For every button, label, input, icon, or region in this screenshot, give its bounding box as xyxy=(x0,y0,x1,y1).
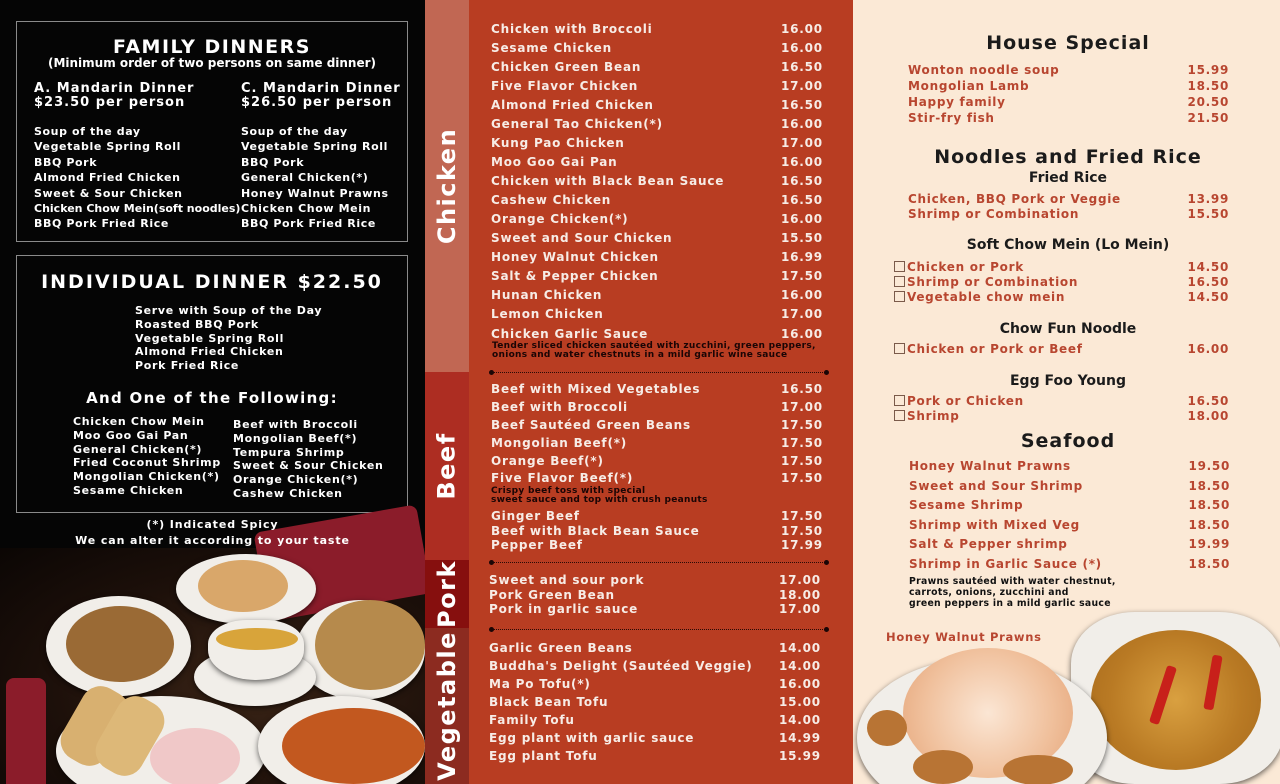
choice-item: Moo Goo Gai Pan xyxy=(73,428,189,442)
family-dinners-subtitle: (Minimum order of two persons on same dinner) xyxy=(47,56,377,70)
vegetable-list xyxy=(489,641,819,767)
desc-line: Prawns sautéed with water chestnut, xyxy=(909,576,1116,587)
house-special-list xyxy=(908,63,1229,127)
choice-list-1 xyxy=(73,415,221,498)
item-name: Five Flavor Beef(*) xyxy=(491,471,634,485)
choice-item: Cashew Chicken xyxy=(233,486,343,500)
menu-item xyxy=(491,155,821,174)
item-name: Honey Walnut Chicken xyxy=(491,250,659,264)
chicken-garlic-desc xyxy=(492,342,816,360)
item-name: Egg plant Tofu xyxy=(489,749,598,763)
checkbox-icon[interactable] xyxy=(894,410,905,421)
serve-item: Roasted BBQ Pork xyxy=(135,317,259,331)
item-name: Orange Chicken(*) xyxy=(491,212,629,226)
item-name: Chicken or Pork xyxy=(907,260,1024,274)
dinner-c-item: Vegetable Spring Roll xyxy=(241,140,389,154)
item-price: 17.50 xyxy=(781,269,823,283)
item-price: 17.50 xyxy=(781,523,823,538)
food-image xyxy=(315,600,425,690)
item-name: Hunan Chicken xyxy=(491,288,603,302)
noodles-title: Noodles and Fried Rice xyxy=(934,146,1202,168)
item-price: 17.50 xyxy=(781,454,823,468)
choice-item: Orange Chicken(*) xyxy=(233,473,359,487)
menu-item xyxy=(491,41,821,60)
menu-item xyxy=(489,588,819,603)
item-price: 17.00 xyxy=(781,400,823,414)
choice-item: General Chicken(*) xyxy=(73,442,203,456)
menu-item xyxy=(489,677,819,695)
desc-line: green peppers in a mild garlic sauce xyxy=(909,598,1111,609)
item-name: Happy family xyxy=(908,95,1006,109)
item-name: Shrimp or Combination xyxy=(908,207,1080,221)
menu-item xyxy=(909,498,1230,518)
item-name: Pork or Chicken xyxy=(907,394,1024,408)
dinner-a-item: Almond Fried Chicken xyxy=(34,171,181,185)
choice-item: Fried Coconut Shrimp xyxy=(73,456,221,470)
menu-item xyxy=(908,192,1229,207)
dinner-a-items xyxy=(34,124,240,232)
item-name: Orange Beef(*) xyxy=(491,454,604,468)
menu-item xyxy=(489,659,819,677)
item-price: 18.00 xyxy=(1187,409,1229,423)
menu-item xyxy=(491,288,821,307)
item-name: Wonton noodle soup xyxy=(908,63,1060,77)
menu-item xyxy=(491,471,821,485)
item-name: Vegetable chow mein xyxy=(907,290,1066,304)
item-name: Salt & Pepper Chicken xyxy=(491,269,659,283)
photo-caption: Honey Walnut Prawns xyxy=(886,630,1042,644)
family-dinners-box xyxy=(16,21,408,242)
item-name: Salt & Pepper shrimp xyxy=(909,537,1068,551)
item-price: 18.50 xyxy=(1188,478,1230,493)
noodles-image xyxy=(1091,630,1261,770)
item-price: 14.00 xyxy=(779,641,821,655)
desc-line: Tender sliced chicken sautéed with zucchini, green peppers, xyxy=(492,341,816,351)
menu-item xyxy=(491,327,821,341)
item-price: 16.00 xyxy=(781,155,823,169)
desc-line: carrots, onions, zucchini and xyxy=(909,587,1069,598)
serve-item: Pork Fried Rice xyxy=(135,359,240,373)
item-name: Moo Goo Gai Pan xyxy=(491,155,618,169)
menu-item xyxy=(491,136,821,155)
item-price: 16.00 xyxy=(781,22,823,36)
item-name: Sweet and Sour Chicken xyxy=(491,231,673,245)
choice-item: Beef with Broccoli xyxy=(233,418,358,431)
left-panel xyxy=(0,0,425,784)
item-price: 18.50 xyxy=(1188,498,1230,512)
chow-fun-title: Chow Fun Noodle xyxy=(999,321,1137,337)
seafood-title: Seafood xyxy=(1020,430,1116,452)
item-price: 17.00 xyxy=(781,307,823,321)
menu-item xyxy=(894,342,1229,357)
dinner-a-price: $23.50 per person xyxy=(34,95,186,110)
menu-item xyxy=(491,117,821,136)
item-name: Beef with Mixed Vegetables xyxy=(491,382,701,396)
item-price: 18.50 xyxy=(1188,517,1230,532)
item-price: 16.00 xyxy=(779,677,821,691)
item-name: Chicken with Broccoli xyxy=(491,22,653,36)
menu-item xyxy=(491,79,821,98)
desc-line: onions and water chestnuts in a mild garlic wine sauce xyxy=(492,350,788,360)
beef-list-cont xyxy=(491,509,821,553)
item-price: 18.00 xyxy=(779,587,821,602)
individual-dinner-box xyxy=(16,255,408,513)
item-price: 16.50 xyxy=(781,60,823,74)
tab-chicken xyxy=(425,0,469,372)
item-price: 15.99 xyxy=(779,749,821,763)
tab-vegetable-label: Vegetable xyxy=(433,631,462,781)
food-photo-seafood xyxy=(853,600,1280,784)
item-name: Beef Sautéed Green Beans xyxy=(491,418,691,432)
sweet-sour-image xyxy=(282,708,425,784)
choice-item: Tempura Shrimp xyxy=(233,445,345,459)
menu-item xyxy=(909,537,1230,557)
menu-item xyxy=(489,731,819,749)
right-panel xyxy=(850,0,1280,784)
item-price: 16.50 xyxy=(781,174,823,188)
menu-item xyxy=(909,459,1230,479)
item-price: 16.00 xyxy=(781,117,823,131)
dinner-c-item: General Chicken(*) xyxy=(241,171,369,185)
menu-item xyxy=(908,207,1229,222)
checkbox-icon[interactable] xyxy=(894,395,905,406)
menu-item xyxy=(489,695,819,713)
item-price: 15.99 xyxy=(1187,63,1229,77)
item-name: Shrimp with Mixed Veg xyxy=(909,517,1080,532)
dinner-a-item: Vegetable Spring Roll xyxy=(34,140,182,154)
tab-vegetable xyxy=(425,628,469,784)
spicy-note: (*) Indicated Spicy xyxy=(146,518,279,531)
menu-item xyxy=(491,400,821,418)
item-price: 17.50 xyxy=(781,418,823,432)
napkin-image xyxy=(6,678,46,784)
menu-item xyxy=(491,174,821,193)
walnut-image xyxy=(1003,755,1073,784)
egg-foo-young-list xyxy=(894,394,1229,424)
menu-item xyxy=(894,275,1229,290)
menu-item xyxy=(909,557,1230,577)
item-price: 16.99 xyxy=(781,250,823,264)
choice-item: Sweet & Sour Chicken xyxy=(233,459,384,473)
item-price: 16.00 xyxy=(781,41,823,55)
seafood-list xyxy=(909,459,1230,576)
item-price: 16.50 xyxy=(1187,394,1229,408)
item-name: Sweet and sour pork xyxy=(489,573,645,587)
menu-item xyxy=(908,95,1229,111)
dinner-c-item: Soup of the day xyxy=(241,125,348,138)
item-price: 19.99 xyxy=(1188,537,1230,551)
tab-beef-label: Beef xyxy=(433,432,462,500)
dinner-c-item: Honey Walnut Prawns xyxy=(241,186,389,200)
item-name: Family Tofu xyxy=(489,713,575,727)
item-name: Black Bean Tofu xyxy=(489,695,609,709)
item-price: 15.50 xyxy=(1187,207,1229,221)
item-price: 15.50 xyxy=(781,231,823,245)
dinner-c-items xyxy=(241,124,401,232)
item-name: Stir-fry fish xyxy=(908,111,995,125)
checkbox-icon[interactable] xyxy=(894,261,905,272)
menu-item xyxy=(491,212,821,231)
item-name: Chicken or Pork or Beef xyxy=(907,342,1083,356)
choose-heading: And One of the Following: xyxy=(86,389,338,407)
menu-item xyxy=(489,641,819,659)
choice-item: Mongolian Chicken(*) xyxy=(73,470,220,484)
item-price: 16.00 xyxy=(781,212,823,226)
item-price: 17.99 xyxy=(781,538,823,552)
menu-item xyxy=(491,307,821,327)
item-name: Chicken with Black Bean Sauce xyxy=(491,174,725,188)
item-price: 16.50 xyxy=(781,193,823,207)
tab-pork-label: Pork xyxy=(433,560,461,628)
checkbox-icon[interactable] xyxy=(894,343,905,354)
dinner-c xyxy=(241,82,401,232)
item-name: Chicken Green Bean xyxy=(491,60,642,74)
egg-foo-young-title: Egg Foo Young xyxy=(1009,373,1126,389)
item-name: General Tao Chicken(*) xyxy=(491,117,663,131)
checkbox-icon[interactable] xyxy=(894,291,905,302)
menu-item xyxy=(491,524,821,539)
item-price: 17.50 xyxy=(781,436,823,450)
item-name: Garlic Green Beans xyxy=(489,641,633,655)
item-name: Mongolian Lamb xyxy=(908,79,1030,93)
chicken-list xyxy=(491,22,821,341)
item-price: 21.50 xyxy=(1187,111,1229,125)
item-price: 16.50 xyxy=(781,98,823,112)
desc-line: sweet sauce and top with crush peanuts xyxy=(491,495,708,505)
dinner-a xyxy=(34,82,240,232)
item-name: Cashew Chicken xyxy=(491,193,612,207)
menu-item xyxy=(491,454,821,471)
item-price: 14.50 xyxy=(1187,260,1229,274)
item-name: Shrimp xyxy=(907,409,960,423)
food-image xyxy=(198,560,288,612)
divider-dotted xyxy=(491,562,827,566)
item-name: Pork in garlic sauce xyxy=(489,602,639,616)
menu-item xyxy=(491,436,821,454)
menu-item xyxy=(908,111,1229,127)
bbq-pork-image xyxy=(150,728,240,784)
middle-panel xyxy=(425,0,850,784)
dinner-c-price: $26.50 per person xyxy=(241,95,393,110)
menu-item xyxy=(491,22,821,41)
item-price: 17.50 xyxy=(781,509,823,523)
item-name: Buddha's Delight (Sautéed Veggie) xyxy=(489,659,753,673)
menu-item xyxy=(894,290,1229,305)
dinner-c-item: BBQ Pork xyxy=(241,155,305,169)
pork-list xyxy=(489,573,819,617)
item-price: 16.00 xyxy=(781,288,823,302)
menu-item xyxy=(491,193,821,212)
item-name: Ma Po Tofu(*) xyxy=(489,677,591,691)
desc-line: Crispy beef toss with special xyxy=(491,486,646,496)
item-price: 15.00 xyxy=(779,695,821,709)
item-name: Chicken, BBQ Pork or Veggie xyxy=(908,192,1121,206)
item-name: Shrimp in Garlic Sauce (*) xyxy=(909,556,1102,571)
menu-item xyxy=(489,713,819,731)
item-price: 14.50 xyxy=(1187,290,1229,304)
menu-item xyxy=(489,749,819,767)
menu-item xyxy=(894,260,1229,275)
checkbox-icon[interactable] xyxy=(894,276,905,287)
dinner-a-item: Sweet & Sour Chicken xyxy=(34,186,183,200)
menu-item xyxy=(491,269,821,288)
dinner-c-name: C. Mandarin Dinner xyxy=(241,81,401,96)
menu-item xyxy=(908,63,1229,79)
serve-item: Vegetable Spring Roll xyxy=(135,331,285,345)
item-name: Sweet and Sour Shrimp xyxy=(909,478,1083,493)
menu-item xyxy=(491,538,821,553)
divider-dotted xyxy=(491,372,827,376)
tab-beef xyxy=(425,372,469,560)
menu-item xyxy=(908,79,1229,95)
item-name: Chicken Garlic Sauce xyxy=(491,327,649,341)
soft-chow-mein-title: Soft Chow Mein (Lo Mein) xyxy=(966,237,1170,253)
item-name: Kung Pao Chicken xyxy=(491,136,625,150)
serve-item: Serve with Soup of the Day xyxy=(135,304,323,317)
item-price: 17.00 xyxy=(781,136,823,150)
item-price: 17.00 xyxy=(781,79,823,93)
dinner-a-item: Chicken Chow Mein(soft noodles) xyxy=(34,202,241,216)
individual-serve-list xyxy=(135,304,322,373)
alter-note: We can alter it according to your taste xyxy=(75,534,350,547)
item-price: 20.50 xyxy=(1187,95,1229,109)
item-name: Ginger Beef xyxy=(491,509,580,523)
soup-image xyxy=(216,628,298,650)
menu-item xyxy=(491,98,821,117)
item-price: 16.50 xyxy=(1187,275,1229,289)
tab-pork xyxy=(425,560,469,628)
dinner-c-item: BBQ Pork Fried Rice xyxy=(241,217,376,231)
item-price: 16.50 xyxy=(781,382,823,396)
beef-list xyxy=(491,382,821,485)
food-image xyxy=(66,606,174,682)
fried-rice-list xyxy=(908,192,1229,222)
item-name: Sesame Chicken xyxy=(491,41,612,55)
item-name: Pepper Beef xyxy=(491,538,583,552)
item-name: Sesame Shrimp xyxy=(909,498,1024,512)
dinner-a-item: BBQ Pork xyxy=(34,155,98,169)
item-price: 13.99 xyxy=(1187,192,1229,206)
item-name: Shrimp or Combination xyxy=(907,275,1079,289)
individual-dinner-title: INDIVIDUAL DINNER $22.50 xyxy=(41,271,383,293)
item-price: 19.50 xyxy=(1188,459,1230,473)
dinner-a-item: Soup of the day xyxy=(34,125,141,138)
item-name: Lemon Chicken xyxy=(491,307,604,321)
food-photo-table xyxy=(0,548,425,784)
item-price: 16.00 xyxy=(781,327,823,341)
family-dinners-title: FAMILY DINNERS xyxy=(113,36,311,58)
dinner-c-item: Chicken Chow Mein xyxy=(241,202,371,216)
walnut-image xyxy=(913,750,973,784)
menu-item xyxy=(491,60,821,79)
menu-item xyxy=(909,479,1230,499)
chow-fun-list xyxy=(894,342,1229,357)
item-price: 17.50 xyxy=(781,471,823,485)
item-price: 17.00 xyxy=(779,602,821,616)
item-name: Almond Fried Chicken xyxy=(491,98,654,112)
item-name: Honey Walnut Prawns xyxy=(909,459,1071,473)
dinner-a-item: BBQ Pork Fried Rice xyxy=(34,217,169,231)
item-price: 14.00 xyxy=(779,659,821,673)
soft-chow-mein-list xyxy=(894,260,1229,305)
menu-item xyxy=(491,509,821,524)
menu-item xyxy=(489,573,819,588)
item-price: 14.00 xyxy=(779,713,821,727)
item-price: 18.50 xyxy=(1187,79,1229,93)
serve-item: Almond Fried Chicken xyxy=(135,345,284,359)
fried-rice-title: Fried Rice xyxy=(1028,170,1108,186)
item-price: 18.50 xyxy=(1188,556,1230,571)
item-name: Mongolian Beef(*) xyxy=(491,436,628,450)
item-price: 16.00 xyxy=(1187,342,1229,356)
five-flavor-beef-desc xyxy=(491,487,708,505)
menu-item xyxy=(489,602,819,617)
item-name: Beef with Black Bean Sauce xyxy=(491,523,700,538)
house-special-title: House Special xyxy=(986,32,1150,54)
dinner-a-name: A. Mandarin Dinner xyxy=(34,81,195,96)
item-name: Beef with Broccoli xyxy=(491,400,628,414)
choice-list-2 xyxy=(233,418,384,501)
menu-item xyxy=(894,394,1229,409)
item-name: Pork Green Bean xyxy=(489,587,615,602)
menu-item xyxy=(894,409,1229,424)
walnut-image xyxy=(867,710,907,746)
menu-item xyxy=(491,250,821,269)
item-price: 17.00 xyxy=(779,573,821,587)
tab-chicken-label: Chicken xyxy=(433,127,461,245)
item-price: 14.99 xyxy=(779,731,821,745)
menu-item xyxy=(491,231,821,250)
item-name: Five Flavor Chicken xyxy=(491,79,639,93)
menu-item xyxy=(491,382,821,400)
divider-dotted xyxy=(491,629,827,633)
choice-item: Chicken Chow Mein xyxy=(73,415,205,428)
item-name: Egg plant with garlic sauce xyxy=(489,731,695,745)
menu-item xyxy=(909,518,1230,538)
choice-item: Mongolian Beef(*) xyxy=(233,431,358,445)
choice-item: Sesame Chicken xyxy=(73,483,184,497)
menu-item xyxy=(491,418,821,436)
